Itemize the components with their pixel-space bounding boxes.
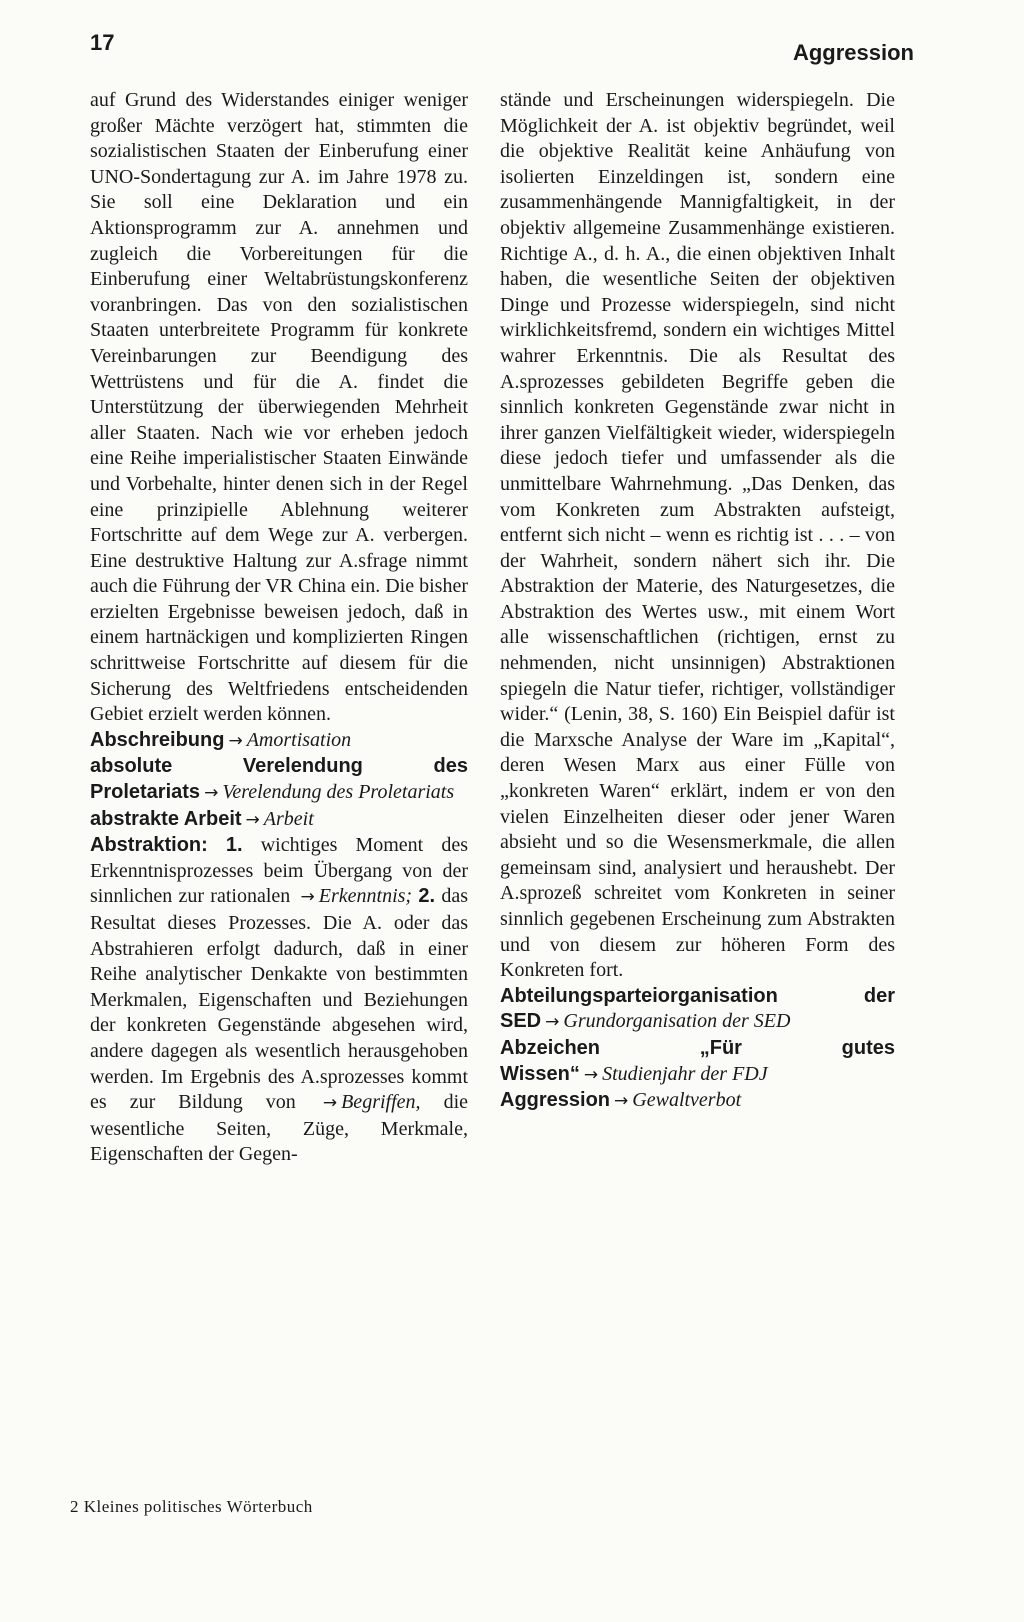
entry-reference: Erkenntnis; [318, 885, 413, 908]
entry-reference: Gewaltverbot [632, 1089, 742, 1112]
entry-abstrakte-arbeit [90, 807, 468, 834]
entry-abteilungsparteiorganisation [500, 984, 895, 1036]
entry-reference: Grundorganisation der SED [563, 1010, 791, 1033]
footer-signature: 2 Kleines politisches Wörterbuch [70, 1497, 313, 1516]
sense-number: 2. [418, 885, 436, 908]
entry-headword: absolute Verelendung des Proletariats [90, 755, 468, 804]
cross-reference-arrow-icon: → [245, 809, 260, 830]
entry-aggression [500, 1088, 895, 1115]
entry-headword: abstrakte Arbeit [90, 807, 242, 830]
entry-absolute-verelendung [90, 754, 468, 806]
entry-headword: Aggression [500, 1089, 611, 1112]
definition-text: das Resultat dieses Prozesses. Die A. oder das Abstrahieren erfolgt dadurch, daß in einer Reihe analytischer Denkakte von bestimmten Merkmalen, Eigenschaften und Beziehungen der konkreten Gegenstände abgesehen wird, andere dagegen als wesentlich herausgehoben werden. Im Ergebnis des A.sprozesses kommt es zur Bildung von [90, 885, 469, 1114]
entry-reference: Amortisation [246, 728, 352, 751]
entry-headword: Abzeichen „Für gutes Wissen“ [500, 1036, 895, 1085]
continuation-text-right: stände und Erscheinungen widerspiegeln. Die Möglichkeit der A. ist objektiv begründet, weil die objektive Realität keine Anhäufung von isolierten Einzeldingen ist, sondern eine zusammenhängende Mannigfaltigkeit, in der objektiv allgemeine Zusammenhänge existieren. Richtige A., d. h. A., die einen objektiven Inhalt haben, die wesentliche Seiten der objektiven Dinge und Prozesse widerspiegeln, sind nicht wirklichkeitsfremd, sondern ein wichtiges Mittel wahrer Erkenntnis. Die als Resultat des A.sprozesses gebildeten Begriffe geben die sinnlich konkreten Gegenstände zwar nicht in ihrer ganzen Vielfältigkeit wieder, widerspiegeln diese jedoch tiefer und umfassender als die unmittelbare Wahrnehmung. „Das Denken, das vom Konkreten zum Abstrakten aufsteigt, entfernt sich nicht – wenn es richtig ist . . . – von der Wahrheit, sondern nähert sich ihr. Die Abstraktion der Materie, des Naturgesetzes, die Abstraktion des Wertes usw., mit einem Wort alle wissenschaftlichen (richtigen, ernst zu nehmenden, nicht unsinnigen) Abstraktionen spiegeln die Natur tiefer, richtiger, vollständiger wider.“ (Lenin, 38, S. 160) Ein Beispiel dafür ist die Marxsche Analyse der Ware im „Kapital“, deren Wesen Marx aus einer Fülle von „konkreten Waren“ erklärt, indem er von den vielen Einzelheiten dieser oder jener Waren absieht und so die Wesensmerkmale, die allen gemeinsam sind, analysiert und heraushebt. Der A.sprozeß schreitet vom Konkreten in seiner sinnlich gegebenen Erscheinung zum Abstrakten und von diesem zur höheren Form des Konkreten fort. [500, 89, 895, 982]
entry-headword: Abschreibung [90, 728, 225, 751]
entry-abstraktion [90, 833, 468, 1168]
sense-number: 1. [225, 834, 243, 857]
right-column [500, 88, 895, 1115]
entry-abschreibung [90, 728, 468, 755]
continuation-text-left: auf Grund des Widerstandes einiger weniger großer Mächte verzögert hat, stimmten die sozialistischen Staaten der Einberufung einer UNO-Sondertagung zur A. im Jahre 1978 zu. Sie soll eine Deklaration und ein Aktionsprogramm zur A. annehmen und zugleich die Vorbereitungen für die Einberufung einer Weltabrüstungskonferenz voranbringen. Das von den sozialistischen Staaten unterbreitete Programm für konkrete Vereinbarungen zur Beendigung des Wettrüstens und für die A. findet die Unterstützung der überwiegenden Mehrheit aller Staaten. Nach wie vor erheben jedoch eine Reihe imperialistischer Staaten Einwände und Vorbehalte, hinter denen sich in der Regel eine prinzipielle Ablehnung weiterer Fortschritte auf dem Wege zur A. verbergen. Eine destruktive Haltung zur A.sfrage nimmt auch die Führung der VR China ein. Die bisher erzielten Ergebnisse beweisen jedoch, daß in einem hartnäckigen und komplizierten Ringen schrittweise Fortschritte auf diesem für die Sicherung des Weltfriedens entscheidenden Gebiet erzielt werden können. [90, 89, 468, 726]
definition-text: die wesentliche Seiten, Züge, Merkmale, Eigenschaften der Gegen- [90, 1091, 469, 1166]
definition-text: wichtiges Moment des Erkenntnisprozesses beim Übergang von der sinnlichen zur rationalen [90, 834, 468, 908]
cross-reference-arrow-icon: → [204, 783, 219, 804]
entry-headword: Abstraktion: [90, 834, 208, 857]
left-column [90, 88, 468, 1168]
entry-headword: Abteilungsparteiorganisation der SED [500, 984, 895, 1033]
page-number: 17 [90, 30, 115, 55]
cross-reference-arrow-icon: → [300, 887, 315, 908]
cross-reference-arrow-icon: → [228, 730, 243, 751]
cross-reference-arrow-icon: → [614, 1091, 629, 1112]
entry-reference: Verelendung des Proletariats [222, 781, 455, 804]
running-head: Aggression [792, 40, 914, 65]
entry-reference: Studienjahr der FDJ [602, 1062, 768, 1085]
cross-reference-arrow-icon: → [545, 1012, 560, 1033]
entry-reference: Arbeit [263, 807, 314, 830]
entry-reference: Begriffen, [341, 1091, 421, 1114]
entry-abzeichen [500, 1036, 895, 1088]
cross-reference-arrow-icon: → [322, 1093, 338, 1114]
cross-reference-arrow-icon: → [583, 1064, 599, 1085]
